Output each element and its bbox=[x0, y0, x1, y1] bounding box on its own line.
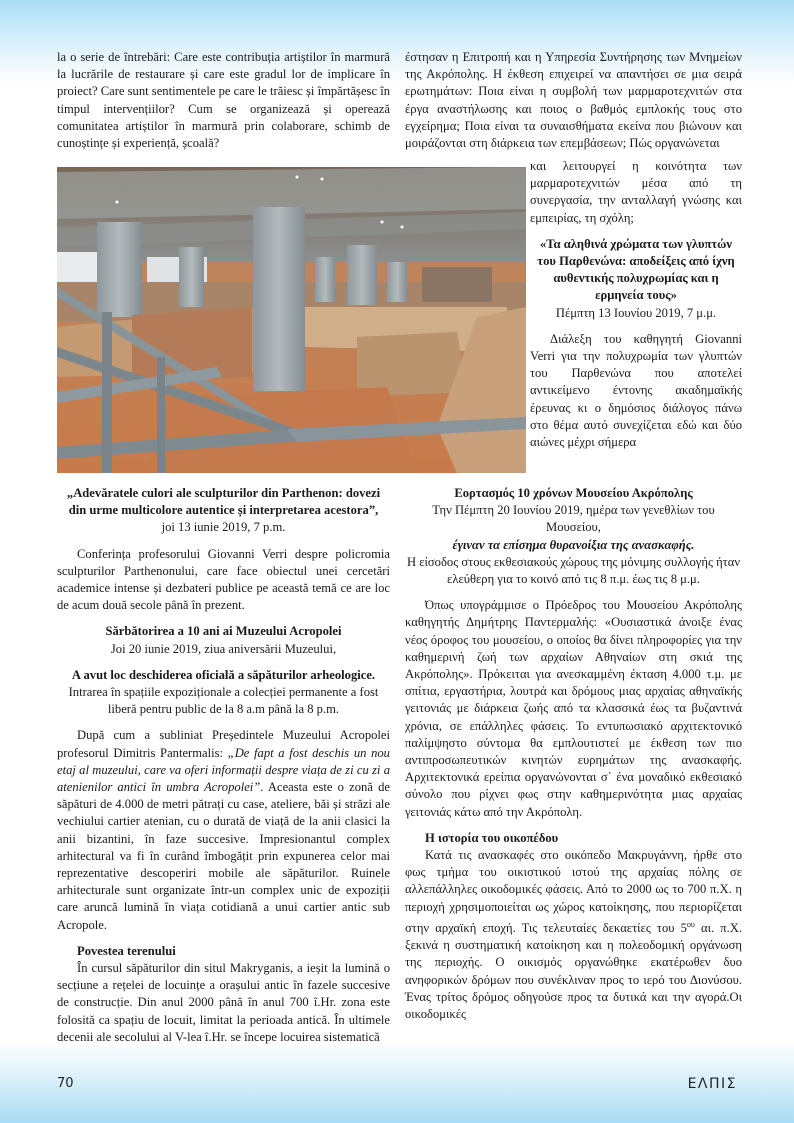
romanian-president-intro: După cum a subliniat Președintele Muzeului Acropolei profesorul Dimitris Pantermalis: bbox=[57, 728, 390, 760]
romanian-lecture-title: „Adevăratele culori ale sculpturilor din Parthenon: dovezi din urme multicolore autentice și interpretarea acestora”, bbox=[66, 486, 381, 518]
greek-wrap-paragraph: και λειτουργεί η κοινότητα των μαρμαροτεχνιτών μέσα από τη συνεργασία, την ανταλλαγή γνώσης και εμπειρίας, τη σχόλη; bbox=[530, 159, 742, 225]
greek-wrap-column bbox=[530, 158, 742, 451]
greek-anniversary-title: Εορτασμός 10 χρόνων Μουσείου Ακρόπολης bbox=[454, 486, 693, 500]
greek-history-text-part1: Κατά τις ανασκαφές στο οικόπεδο Μακρυγάννη, ήρθε στο φως τμήμα του οικιστικού ιστού της αρχαίας πόλης σε αλλεπάλληλες οικοδομικές φάσεις. Από το 2000 ως το 700 π.Χ. η περιοχή χρησιμοποιείται ως χώρος κατοίκησης, που περιορίζεται στην αρχαϊκή εποχή. Τις τελευταίες δεκαετίες του 5 bbox=[405, 848, 742, 936]
greek-intro-paragraph: έστησαν η Επιτροπή και η Υπηρεσία Συντήρησης των Μνημείων της Ακρόπολης. Η έκθεση επιχειρεί να απαντήσει σε μια σειρά ερωτημάτων: Ποια είναι η συμβολή των μαρμαροτεχνιτών στα έργα αναστήλωσης και ποιος ο βαθμός εμπλοκής τους στο εγχείρημα; Ποια είναι τα συναισθήματα εκείνα που βιώνουν και μοιράζονται στη διάρκεια των επεμβάσεων; Πώς οργανώνεται bbox=[405, 50, 742, 151]
romanian-intro-paragraph: la o serie de întrebări: Care este contribuția artiștilor în marmură la lucrările de restaurare și care este gradul lor de implicare în proiect? Care sunt sentimentele pe care le trăiesc și împărtășesc în timpul intervențiilor? Cum se organizează și operează comunitatea artiștilor în marmură prin colaborare, schimb de cunoștințe și experiență, școală? bbox=[57, 50, 390, 151]
romanian-lecture-text: Conferința profesorului Giovanni Verri despre policromia sculpturilor Parthenonului, care face obiectul unei cercetări academice intense și dezbateri publice pe această temă ce are loc de acum două secole până în prezent. bbox=[57, 546, 390, 613]
greek-history-text bbox=[405, 847, 742, 1023]
greek-lecture-text: Διάλεξη του καθηγητή Giovanni Verri για την πολυχρωμία των γλυπτών του Παρθενώνα που αποτελεί αντικείμενο έντονης ακαδημαϊκής έρευνας κι ο δημόσιος διάλογος πάνω στο θέμα αυτό συνεχίζεται εδώ και δύο αιώνες μέχρι σήμερα bbox=[530, 331, 742, 450]
romanian-lecture-date: joi 13 iunie 2019, 7 p.m. bbox=[161, 520, 286, 535]
greek-opening-text: Η είσοδος στους εκθεσιακούς χώρους της μόνιμης συλλογής ήταν ελεύθερη για το κοινό από τις 8 π.μ. έως τις 8 μ.μ. bbox=[406, 554, 741, 587]
romanian-president-quote: „De fapt a fost deschis un nou etaj al muzeului, care va oferi informații despre viața de zi cu zi a atenienilor antici în umbra Acropolei” bbox=[57, 745, 390, 795]
magazine-name: ΕΛΠΙΣ bbox=[687, 1076, 737, 1092]
romanian-president-rest: . Aceasta este o zonă de săpături de 4.000 de metri pătrați cu case, ateliere, băi și străzi ale vechiului cartier atenian, cu o durată de viață de la anii clasici la anii bizantini, în faze succesive. Impresionantul complex arhitectural va fi în curând îmbogățit prin expunerea celor mai reprezentative descoperiri mobile ale săpăturilor. Ruinele arhitecturale sunt organizate într-un complex unic de expoziții care aruncă lumină în viața cotidiană a unui cartier antic sub Acropole. bbox=[57, 780, 390, 932]
greek-history-heading: Η ιστορία του οικοπέδου bbox=[425, 830, 559, 845]
romanian-opening-text: Intrarea în spațiile expoziționale a colecției permanente a fost liberă pentru public de la 8 a.m până la 8 p.m. bbox=[68, 685, 379, 717]
romanian-anniversary-title: Sărbătorirea a 10 ani ai Muzeului Acropolei bbox=[105, 624, 342, 639]
romanian-anniversary-date: Joi 20 iunie 2019, ziua aniversării Muzeului, bbox=[110, 641, 337, 656]
ordinal-superscript: ου bbox=[686, 919, 695, 929]
romanian-history-text: În cursul săpăturilor din situl Makryganis, a ieșit la lumină o secțiune a rețelei de locuințe a orașului antic în fazele succesive de construcție. Din anul 2000 până în anul 700 î.Hr. zona este folosită ca spațiu de locuit, limitat la perioada antică. În ultimele decenii ale secolului al V-lea î.Hr. se începe locuirea sistematică bbox=[57, 961, 390, 1044]
greek-anniversary-date: Την Πέμπτη 20 Ιουνίου 2019, ημέρα των γενεθλίων του Μουσείου, bbox=[432, 503, 715, 535]
romanian-history-heading: Povestea terenului bbox=[77, 943, 176, 958]
greek-president-paragraph: Όπως υπογράμμισε ο Πρόεδρος του Μουσείου Ακρόπολης καθηγητής Δημήτρης Παντερμαλής: «Ουσιαστικά άνοιξε ένας νέος όροφος του μουσείου, ο οποίος θα δίνει πληροφορίες για την καθημερινή ζωή των αρχαίων Αθηναίων στη σκιά της Ακρόπολης». Πρόκειται για ανεσκαμμένη έκταση 4.000 τ.μ. με σπίτια, εργαστήρια, λουτρά και δρόμους μιας αρχαίας αθηναϊκής γειτονιάς με διάρκεια ζωής από τα κλασσικά έως τα βυζαντινά χρόνια, σε επάλληλες φάσεις. Το εντυπωσιακό αρχιτεκτονικό παλίμψηστο σύντομα θα εμπλουτιστεί με έκθεση των πιο αντιπροσωπευτικών κινητών ευρημάτων της ανασκαφής. Αρχιτεκτονικά ερείπια οργανώνονται σ᾽ ένα μοναδικό εκθεσιακό σύνολο που ρίχνει φως στην καθημερινότητα μιας αρχαίας γειτονιάς κάτω από την Ακρόπολη. bbox=[405, 598, 742, 819]
romanian-opening-title: A avut loc deschiderea oficială a săpăturilor arheologice. bbox=[71, 667, 376, 682]
excavation-photo bbox=[57, 167, 526, 473]
greek-lecture-date: Πέμπτη 13 Ιουνίου 2019, 7 μ.μ. bbox=[555, 305, 717, 320]
romanian-president-paragraph bbox=[57, 727, 390, 933]
greek-history-text-part2: αι. π.Χ. ξεκινά η συστηματική κατοίκηση και η πολεοδομική οργάνωση της περιοχής. Ο οικισμός οργανώθηκε εκατέρωθεν δυο ανηφορικών δρόμων που συνέκλιναν προς το ιερό του Διονύσου. Ένας τρίτος δρόμος οδηγούσε προς τα δυτικά και την αγορά.Οι οικοδομικές bbox=[405, 921, 742, 1022]
greek-intro-column bbox=[405, 49, 742, 152]
greek-opening-title: έγιναν τα επίσημα θυρανοίξια της ανασκαφής. bbox=[452, 537, 695, 552]
romanian-intro-column bbox=[57, 49, 390, 152]
greek-main-column bbox=[405, 485, 742, 1023]
romanian-main-column bbox=[57, 485, 390, 1046]
greek-lecture-title: «Τα αληθινά χρώματα των γλυπτών του Παρθενώνα: αποδείξεις από ίχνη αυθεντικής πολυχρωμίας και η ερμηνεία τους» bbox=[537, 236, 735, 303]
page-number: 70 bbox=[57, 1076, 74, 1091]
